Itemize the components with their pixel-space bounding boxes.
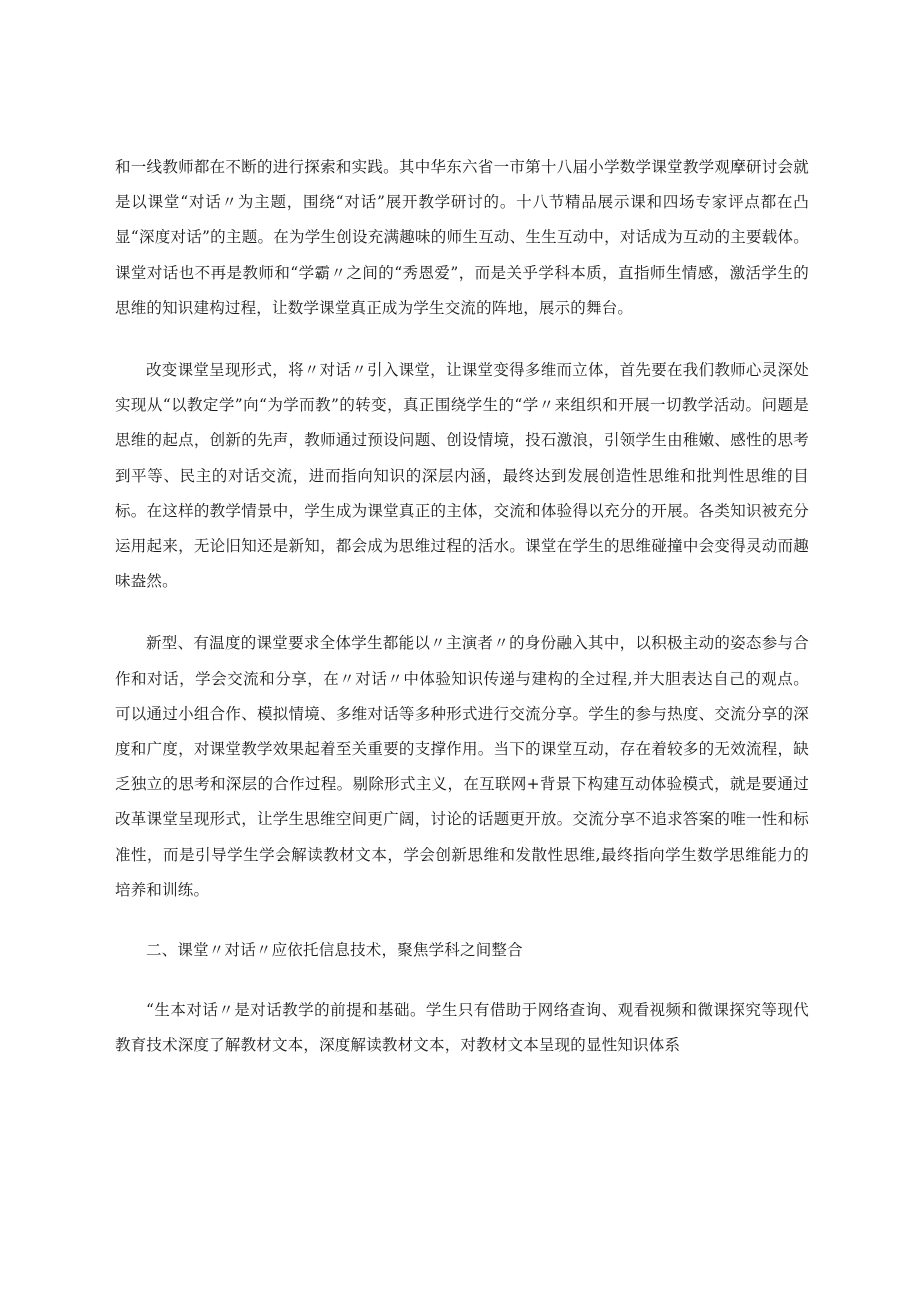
paragraph-spacer (115, 908, 809, 933)
document-body (115, 150, 809, 1064)
paragraph-spacer (115, 326, 809, 353)
paragraph-new-classroom: 新型、有温度的课堂要求全体学生都能以〃主演者〃的身份融入其中，以积极主动的姿态参与合作和对话，学会交流和分享，在〃对话〃中体验知识传递与建构的全过程,并大胆表达自己的观点。可以通过小组合作、模拟情境、多维对话等多种形式进行交流分享。学生的参与热度、交流分享的深度和广度，对课堂教学效果起着至关重要的支撑作用。当下的课堂互动，存在着较多的无效流程，缺乏独立的思考和深层的合作过程。剔除形式主义，在互联网+背景下构建互动体验模式，就是要通过改革课堂呈现形式，让学生思维空间更广阔，讨论的话题更开放。交流分享不追求答案的唯一性和标准性，而是引导学生学会解读教材文本，学会创新思维和发散性思维,最终指向学生数学思维能力的培养和训练。 (115, 634, 809, 899)
paragraph-spacer (115, 968, 809, 993)
paragraph-student-text-dialogue: “生本对话〃是对话教学的前提和基础。学生只有借助于网络查询、观看视频和微课探究等现代教育技术深度了解教材文本，深度解读教材文本，对教材文本呈现的显性知识体系 (115, 1001, 809, 1055)
paragraph-continued-intro: 和一线教师都在不断的进行探索和实践。其中华东六省一市第十八届小学数学课堂教学观摩研讨会就是以课堂“对话〃为主题，围绕“对话”展开教学研讨的。十八节精品展示课和四场专家评点都在凸显“深度对话”的主题。在为学生创设充满趣味的师生互动、生生互动中，对话成为互动的主要载体。课堂对话也不再是教师和“学霸〃之间的“秀恩爱”，而是关乎学科本质，直指师生情感，激活学生的思维的知识建构过程，让数学课堂真正成为学生交流的阵地，展示的舞台。 (115, 158, 809, 317)
paragraph-spacer (115, 599, 809, 626)
paragraph-change-presentation: 改变课堂呈现形式，将〃对话〃引入课堂，让课堂变得多维而立体，首先要在我们教师心灵深处实现从“以教定学”向“为学而教”的转变，真正围绕学生的“学〃来组织和开展一切教学活动。问题是思维的起点，创新的先声，教师通过预设问题、创设情境，投石激浪，引领学生由稚嫩、感性的思考到平等、民主的对话交流，进而指向知识的深层内涵，最终达到发展创造性思维和批判性思维的目标。在这样的教学情景中，学生成为课堂真正的主体，交流和体验得以充分的开展。各类知识被充分运用起来，无论旧知还是新知，都会成为思维过程的活水。课堂在学生的思维碰撞中会变得灵动而趣味盎然。 (115, 361, 809, 591)
section-heading-2: 二、课堂〃对话〃应依托信息技术，聚焦学科之间整合 (146, 941, 523, 960)
